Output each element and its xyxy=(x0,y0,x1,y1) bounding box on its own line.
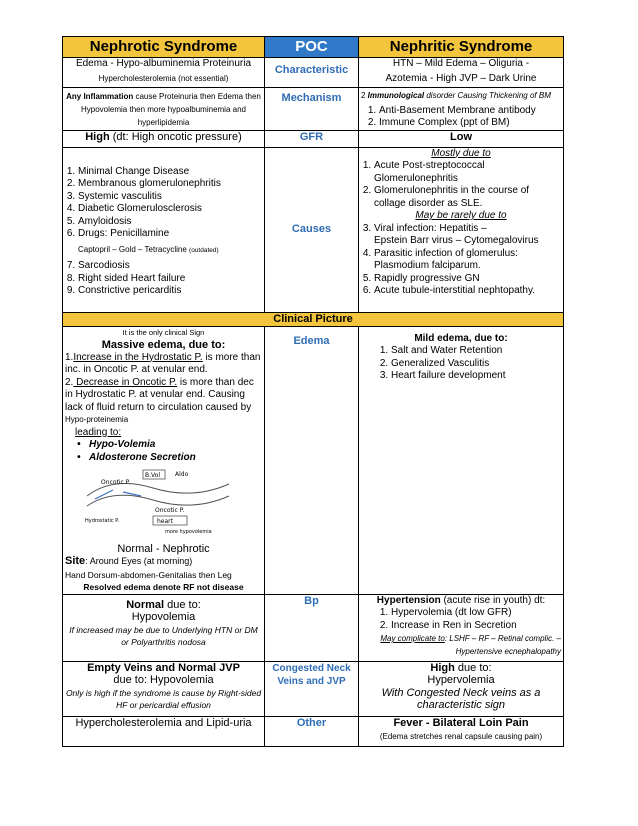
causes-mostly-heading: Mostly due to xyxy=(431,147,491,159)
causes-row xyxy=(63,147,564,312)
mechanism-inflammation: Any Inflammation xyxy=(66,92,134,101)
bp-normal-line xyxy=(65,599,262,612)
bp-hypovolemia: Hypovolemia xyxy=(131,611,196,623)
cause-item: 1. Minimal Change Disease xyxy=(78,166,262,179)
bp-may-complicate: May complicate to xyxy=(380,634,445,643)
gfr-nephrotic-rest: (dt: High oncotic pressure) xyxy=(109,130,242,143)
characteristic-label: Characteristic xyxy=(265,58,359,88)
cause-item: 8. Right sided Heart failure xyxy=(78,273,262,286)
header-row xyxy=(63,37,564,58)
cause-item: 2. Membranous glomerulonephritis xyxy=(78,178,262,191)
causes-nephrotic xyxy=(63,147,265,312)
mechanism-nephritic xyxy=(359,88,564,131)
edema-spread: Hand Dorsum-abdomen-Genitalias then Leg xyxy=(65,569,232,580)
gfr-row xyxy=(63,130,564,147)
characteristic-nephrotic-line2: Hypercholesterolemia (not essential) xyxy=(98,73,229,83)
sketch-label: Oncotic P. xyxy=(101,479,131,486)
characteristic-nephrotic-line1: Edema - Hypo-albuminemia Proteinuria xyxy=(75,58,252,69)
bp-if-increased: If increased may be due to Underlying HTN or DM or Polyarthritis nodosa xyxy=(69,624,258,647)
bp-item: 2. Increase in Ren in Secretion xyxy=(391,620,561,633)
mechanism-nephrotic-text: cause Proteinuria then Edema then Hypovolemia then more hypoalbuminemia and hyperlipidemia xyxy=(81,92,261,127)
gfr-label: GFR xyxy=(265,130,359,147)
cause-item: 5. Amyloidosis xyxy=(78,216,262,229)
jvp-hypervolemia: Hypervolemia xyxy=(427,674,495,686)
jvp-label: Congested Neck Veins and JVP xyxy=(265,661,359,716)
cause-item: 4. Parasitic infection of glomerulus: Plasmodium falciparum. xyxy=(374,248,561,273)
edema-bullet: • Hypo-Volemia xyxy=(89,439,262,452)
jvp-row xyxy=(63,661,564,716)
edema-bullets xyxy=(89,439,262,464)
characteristic-nephrotic xyxy=(63,58,265,88)
edema-site-label: Site xyxy=(65,555,86,567)
gfr-nephrotic xyxy=(63,130,265,147)
cause-item: 9. Constrictive pericarditis xyxy=(78,285,262,298)
cause-item: 1. Acute Post-streptococcal Glomerulonephritis xyxy=(374,160,561,185)
cause-item: 4. Diabetic Glomerulosclerosis xyxy=(78,203,262,216)
mechanism-label: Mechanism xyxy=(265,88,359,131)
clinical-picture-heading: Clinical Picture xyxy=(63,312,564,326)
header-poc: POC xyxy=(265,37,359,58)
header-nephrotic: Nephrotic Syndrome xyxy=(63,37,265,58)
edema-sketch-diagram xyxy=(83,466,233,536)
cause-item: 7. Sarcodiosis xyxy=(78,260,262,273)
cause-item: 6. Acute tubule-interstitial nephtopathy. xyxy=(374,285,561,298)
jvp-high: High xyxy=(430,661,455,674)
cause-drugs: Drugs: Penicillamine xyxy=(78,228,170,239)
edema-p1-rest: is more than inc. in Oncotic P. at venular end. xyxy=(65,351,261,375)
header-nephritic: Nephritic Syndrome xyxy=(359,37,564,58)
cause-item: 2. Glomerulonephritis in the course of collage disorder as SLE. xyxy=(374,185,561,210)
mechanism-nephrotic xyxy=(63,88,265,131)
causes-nephritic-list2 xyxy=(361,223,561,298)
bp-complications xyxy=(361,632,561,658)
cause-drugs-list: Captopril – Gold – Tetracycline xyxy=(78,244,187,254)
edema-only-sign: It is the only clinical Sign xyxy=(122,327,205,337)
bp-hypertension: Hypertension xyxy=(376,594,441,606)
jvp-high-line xyxy=(361,662,561,675)
edema-mild-title: Mild edema, due to: xyxy=(414,332,508,344)
causes-nephritic-list1 xyxy=(361,160,561,210)
other-nephritic xyxy=(359,716,564,746)
edema-p2-underline: Decrease in Oncotic P. xyxy=(73,376,178,388)
cause-drugs-outdated: (outdated) xyxy=(189,246,219,254)
characteristic-nephritic-line2: Azotemia - High JVP – Dark Urine xyxy=(385,72,537,84)
jvp-empty-veins: Empty Veins and Normal JVP xyxy=(87,661,240,674)
sketch-label: Aldo xyxy=(175,471,189,478)
bp-hypertension-line xyxy=(361,595,561,608)
mechanism-item: 1. Anti-Basement Membrane antibody xyxy=(379,105,561,118)
other-row xyxy=(63,716,564,746)
mechanism-row xyxy=(63,88,564,131)
sketch-label: Hydrostatic P. xyxy=(85,518,120,524)
gfr-high: High xyxy=(85,130,110,143)
edema-resolved: Resolved edema denote RF not disease xyxy=(83,582,244,592)
edema-nephritic-item: 3. Heart failure development xyxy=(391,370,561,383)
edema-nephritic xyxy=(359,326,564,594)
other-nephrotic: Hypercholesterolemia and Lipid-uria xyxy=(63,716,265,746)
sketch-label: Oncotic P. xyxy=(155,507,185,514)
mechanism-item: 2. Immune Complex (ppt of BM) xyxy=(379,117,561,130)
jvp-nephrotic xyxy=(63,661,265,716)
edema-leading-to: leading to: xyxy=(75,426,122,438)
edema-bullet: • Aldosterone Secretion xyxy=(89,452,262,465)
edema-site-rest: : Around Eyes (at morning) xyxy=(85,556,193,566)
edema-label: Edema xyxy=(265,326,359,594)
edema-p2-num: 2. xyxy=(65,376,74,388)
bp-item: 1. Hypervolemia (dt low GFR) xyxy=(391,607,561,620)
jvp-high-rest: due to: xyxy=(454,661,492,674)
edema-normal-nephrotic: Normal - Nephrotic xyxy=(117,542,210,555)
other-fever-sub: (Edema stretches renal capsule causing pain) xyxy=(379,732,543,741)
cause-drugs-sub xyxy=(78,244,262,258)
bp-normal-rest: due to: xyxy=(164,598,201,611)
bp-nephritic xyxy=(359,594,564,661)
characteristic-row xyxy=(63,58,564,88)
jvp-nephritic xyxy=(359,661,564,716)
edema-nephritic-list xyxy=(361,345,561,383)
edema-site xyxy=(65,555,262,569)
gfr-nephritic: Low xyxy=(359,130,564,147)
jvp-congested: With Congested Neck veins as a characteristic sign xyxy=(381,686,541,711)
edema-p2-rest: is more than dec in Hydrostatic P. at venular end. Causing lack of fluid return to circulation caused by xyxy=(65,376,254,413)
edema-point-1 xyxy=(65,352,262,377)
edema-row xyxy=(63,326,564,594)
characteristic-nephritic-line1: HTN – Mild Edema – Oliguria - xyxy=(392,58,530,69)
other-fever: Fever - Bilateral Loin Pain xyxy=(393,716,529,729)
jvp-only-high: Only is high if the syndrome is cause by Right-sided HF or pericardial effusion xyxy=(65,687,262,710)
cause-viral-sub: Epstein Barr virus – Cytomegalovirus xyxy=(374,235,539,246)
cause-item: 5. Rapidly progressive GN xyxy=(374,273,561,286)
mechanism-nephritic-head xyxy=(361,90,561,103)
comparison-table xyxy=(62,36,564,747)
edema-nephritic-item: 1. Salt and Water Retention xyxy=(391,345,561,358)
mechanism-list xyxy=(361,105,561,130)
cause-item xyxy=(374,223,561,248)
edema-point-2 xyxy=(65,377,262,427)
characteristic-nephritic xyxy=(359,58,564,88)
causes-label: Causes xyxy=(265,147,359,312)
sketch-label: heart xyxy=(157,518,173,525)
clinical-picture-row xyxy=(63,312,564,326)
bp-nephrotic xyxy=(63,594,265,661)
edema-p1-underline: Increase in the Hydrostatic P. xyxy=(73,351,203,363)
edema-p1-num: 1. xyxy=(65,351,74,363)
bp-complications-text: : LSHF – RF – Retinal complic. – Hypertensive ecnephalopathy xyxy=(444,634,561,656)
other-label: Other xyxy=(265,716,359,746)
mechanism-immunological: Immunological xyxy=(367,91,425,100)
bp-row xyxy=(63,594,564,661)
bp-normal: Normal xyxy=(126,598,165,611)
cause-item: 3. Systemic vasculitis xyxy=(78,191,262,204)
edema-nephrotic xyxy=(63,326,265,594)
mechanism-head-num: 2 xyxy=(361,91,368,100)
causes-nephrotic-list xyxy=(65,166,262,298)
causes-rarely-heading: May be rarely due to xyxy=(415,210,507,221)
bp-hypertension-rest: (acute rise in youth) dt: xyxy=(440,594,546,606)
causes-nephritic xyxy=(359,147,564,312)
bp-label: Bp xyxy=(265,594,359,661)
cause-item xyxy=(78,228,262,257)
edema-p2-small: Hypo-proteinemia xyxy=(65,415,129,424)
sketch-label: B.Vol xyxy=(145,472,160,479)
edema-massive-title: Massive edema, due to: xyxy=(101,339,226,351)
edema-nephritic-item: 2. Generalized Vasculitis xyxy=(391,358,561,371)
cause-viral: Viral infection: Hepatitis – xyxy=(374,222,487,234)
mechanism-head-rest: disorder Causing Thickening of BM xyxy=(424,91,551,100)
jvp-due-to: due to: Hypovolemia xyxy=(113,674,214,686)
bp-nephritic-list xyxy=(361,607,561,632)
sketch-label: more hypovolemia xyxy=(165,529,212,535)
